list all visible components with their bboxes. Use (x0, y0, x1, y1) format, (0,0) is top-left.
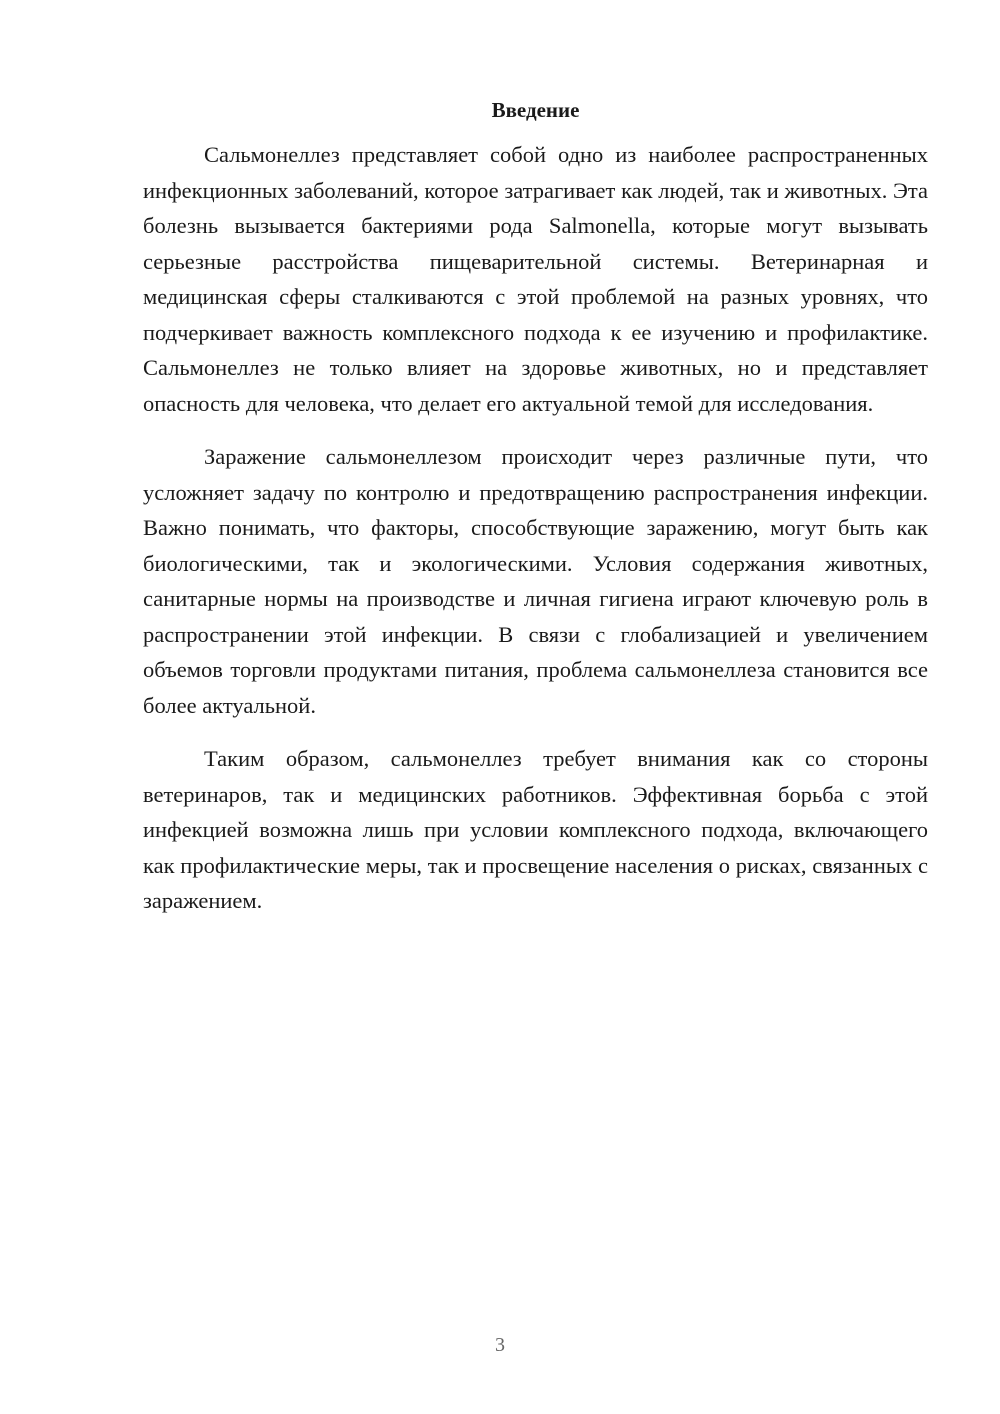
paragraph-2: Заражение сальмонеллезом происходит через различные пути, что усложняет задачу по контролю и предотвращению распространения инфекции. Важно понимать, что факторы, способствующие заражению, могут быть как биологическими, так и экологическими. Условия содержания животных, санитарные нормы на производстве и личная гигиена играют ключевую роль в распространении этой инфекции. В связи с глобализацией и увеличением объемов торговли продуктами питания, проблема сальмонеллеза становится все более актуальной. (143, 444, 928, 718)
section-title: Введение (491, 98, 580, 122)
paragraph-3: Таким образом, сальмонеллез требует внимания как со стороны ветеринаров, так и медицинских работников. Эффективная борьба с этой инфекцией возможна лишь при условии комплексного подхода, включающего как профилактические меры, так и просвещение населения о рисках, связанных с заражением. (143, 746, 928, 913)
paragraph-1: Сальмонеллез представляет собой одно из наиболее распространенных инфекционных заболеваний, которое затрагивает как людей, так и животных. Эта болезнь вызывается бактериями рода Salmonella, которые могут вызывать серьезные расстройства пищеварительной системы. Ветеринарная и медицинская сферы сталкиваются с этой проблемой на разных уровнях, что подчеркивает важность комплексного подхода к ее изучению и профилактике. Сальмонеллез не только влияет на здоровье животных, но и представляет опасность для человека, что делает его актуальной темой для исследования. (143, 142, 928, 416)
page-content (143, 92, 928, 937)
page-number: 3 (495, 1334, 505, 1356)
